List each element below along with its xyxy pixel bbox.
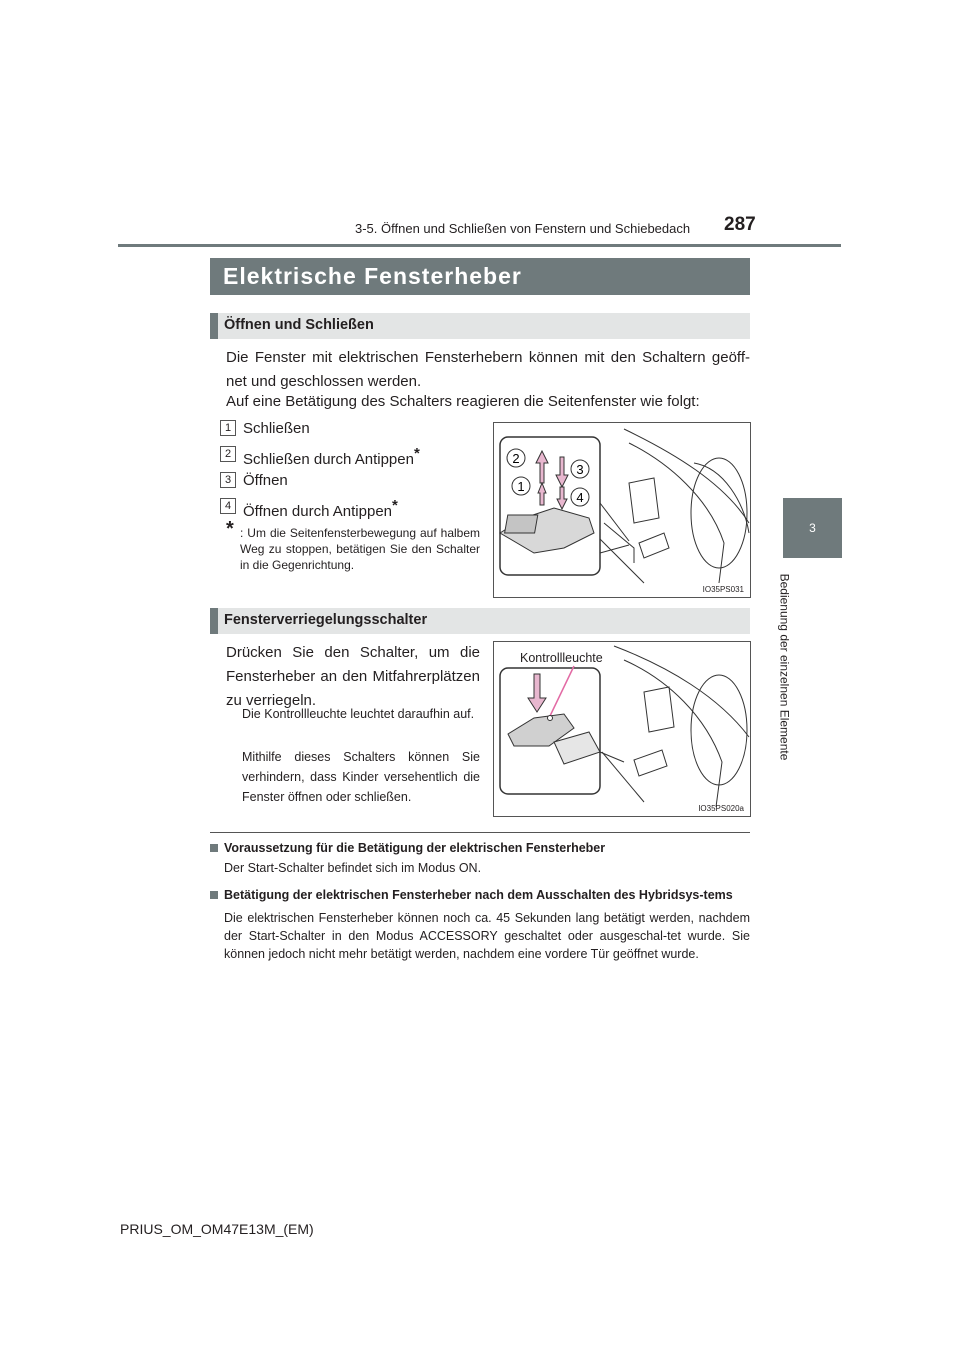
- list-number: 1: [220, 420, 236, 436]
- callout-number: 2: [512, 451, 520, 466]
- figure-code: IO35PS031: [702, 585, 744, 594]
- intro-line: Die Fenster mit elektrischen Fensterhebern können mit den Schaltern geöff-: [226, 349, 750, 366]
- bullet-square: [210, 891, 218, 899]
- heading-marker: [210, 608, 218, 634]
- footnote: [226, 518, 480, 573]
- page-title-bar: [210, 258, 750, 295]
- callout-number: 3: [576, 462, 584, 477]
- list-item: [243, 472, 288, 489]
- list-number: 4: [220, 498, 236, 514]
- footnote-star: *: [413, 445, 420, 462]
- info-text: Die elektrischen Fensterheber können noch ca. 45 Sekunden lang betätigt werden, nachdem der Start-Schalter in den Modus ACCESSORY geschaltet oder ausgeschal-tet wurde. Sie können jedoch nicht mehr betätigt werden, nachdem eine vordere Tür geöffnet wurde.: [224, 911, 750, 961]
- chapter-title-vertical: [770, 565, 800, 770]
- info-text: Der Start-Schalter befindet sich im Modus ON.: [224, 861, 482, 875]
- list-item: [243, 497, 398, 520]
- section-separator: [210, 832, 750, 833]
- page-title: Elektrische Fensterheber: [223, 263, 522, 289]
- section-heading-bar: [210, 313, 750, 339]
- section-heading: Fensterverriegelungsschalter: [224, 612, 428, 628]
- bullet-square: [210, 844, 218, 852]
- action-list: [220, 420, 490, 530]
- info-heading: [210, 841, 750, 855]
- chapter-number: 3: [809, 521, 816, 535]
- list-number: 3: [220, 472, 236, 488]
- running-header-section: 3-5. Öffnen und Schließen von Fenstern und Schiebedach: [355, 221, 691, 236]
- header-rule: [118, 244, 841, 247]
- footnote-text: : Um die Seitenfensterbewegung auf halbem Weg zu stoppen, betätigen Sie den Schalter in die Gegenrichtung.: [240, 526, 480, 572]
- list-item: [243, 445, 420, 468]
- info-heading: [210, 885, 750, 905]
- intro-line: net und geschlossen werden.: [226, 373, 422, 390]
- section-heading: Öffnen und Schließen: [224, 317, 374, 333]
- chapter-title: Bedienung der einzelnen Elemente: [777, 573, 792, 761]
- intro-paragraph: [226, 346, 750, 394]
- figure-lock-switch: [493, 641, 751, 817]
- footnote-mark: *: [226, 518, 234, 540]
- chapter-tab: [783, 498, 842, 558]
- list-number: 2: [220, 446, 236, 462]
- lock-switch-illustration: [494, 642, 750, 816]
- info-heading-text: Betätigung der elektrischen Fensterheber nach dem Ausschalten des Hybridsys-tems: [224, 888, 733, 902]
- section-heading-bar: [210, 608, 750, 634]
- lock-note-2: Mithilfe dieses Schalters können Sie verhindern, dass Kinder versehentlich die Fenster öffnen oder schließen.: [242, 750, 480, 804]
- info-heading-text: Voraussetzung für die Betätigung der elektrischen Fensterheber: [224, 841, 606, 855]
- list-item-label: Öffnen durch Antippen: [243, 503, 393, 520]
- list-item-label: Öffnen: [243, 472, 288, 489]
- window-switch-illustration: [494, 423, 750, 597]
- callout-number: 4: [576, 490, 584, 505]
- figure-window-switch: [493, 422, 751, 598]
- callout-number: 1: [517, 479, 525, 494]
- list-item: [243, 420, 310, 437]
- footnote-star: *: [392, 497, 398, 514]
- heading-marker: [210, 313, 218, 339]
- page-number: 287: [724, 214, 756, 235]
- figure-code: IO35PS020a: [698, 804, 744, 813]
- lock-switch-paragraph: Drücken Sie den Schalter, um die Fensterheber an den Mitfahrerplätzen zu verriegeln.: [226, 644, 480, 709]
- intro-paragraph-2: Auf eine Betätigung des Schalters reagieren die Seitenfenster wie folgt:: [226, 393, 700, 410]
- list-item-label: Schließen: [243, 420, 310, 437]
- info-block: [210, 841, 750, 963]
- lock-note-1: Die Kontrollleuchte leuchtet daraufhin auf.: [242, 707, 475, 721]
- indicator-label: Kontrollleuchte: [520, 651, 603, 665]
- list-item-label: Schließen durch Antippen: [243, 451, 414, 468]
- footer-doc-id: PRIUS_OM_OM47E13M_(EM): [120, 1221, 314, 1237]
